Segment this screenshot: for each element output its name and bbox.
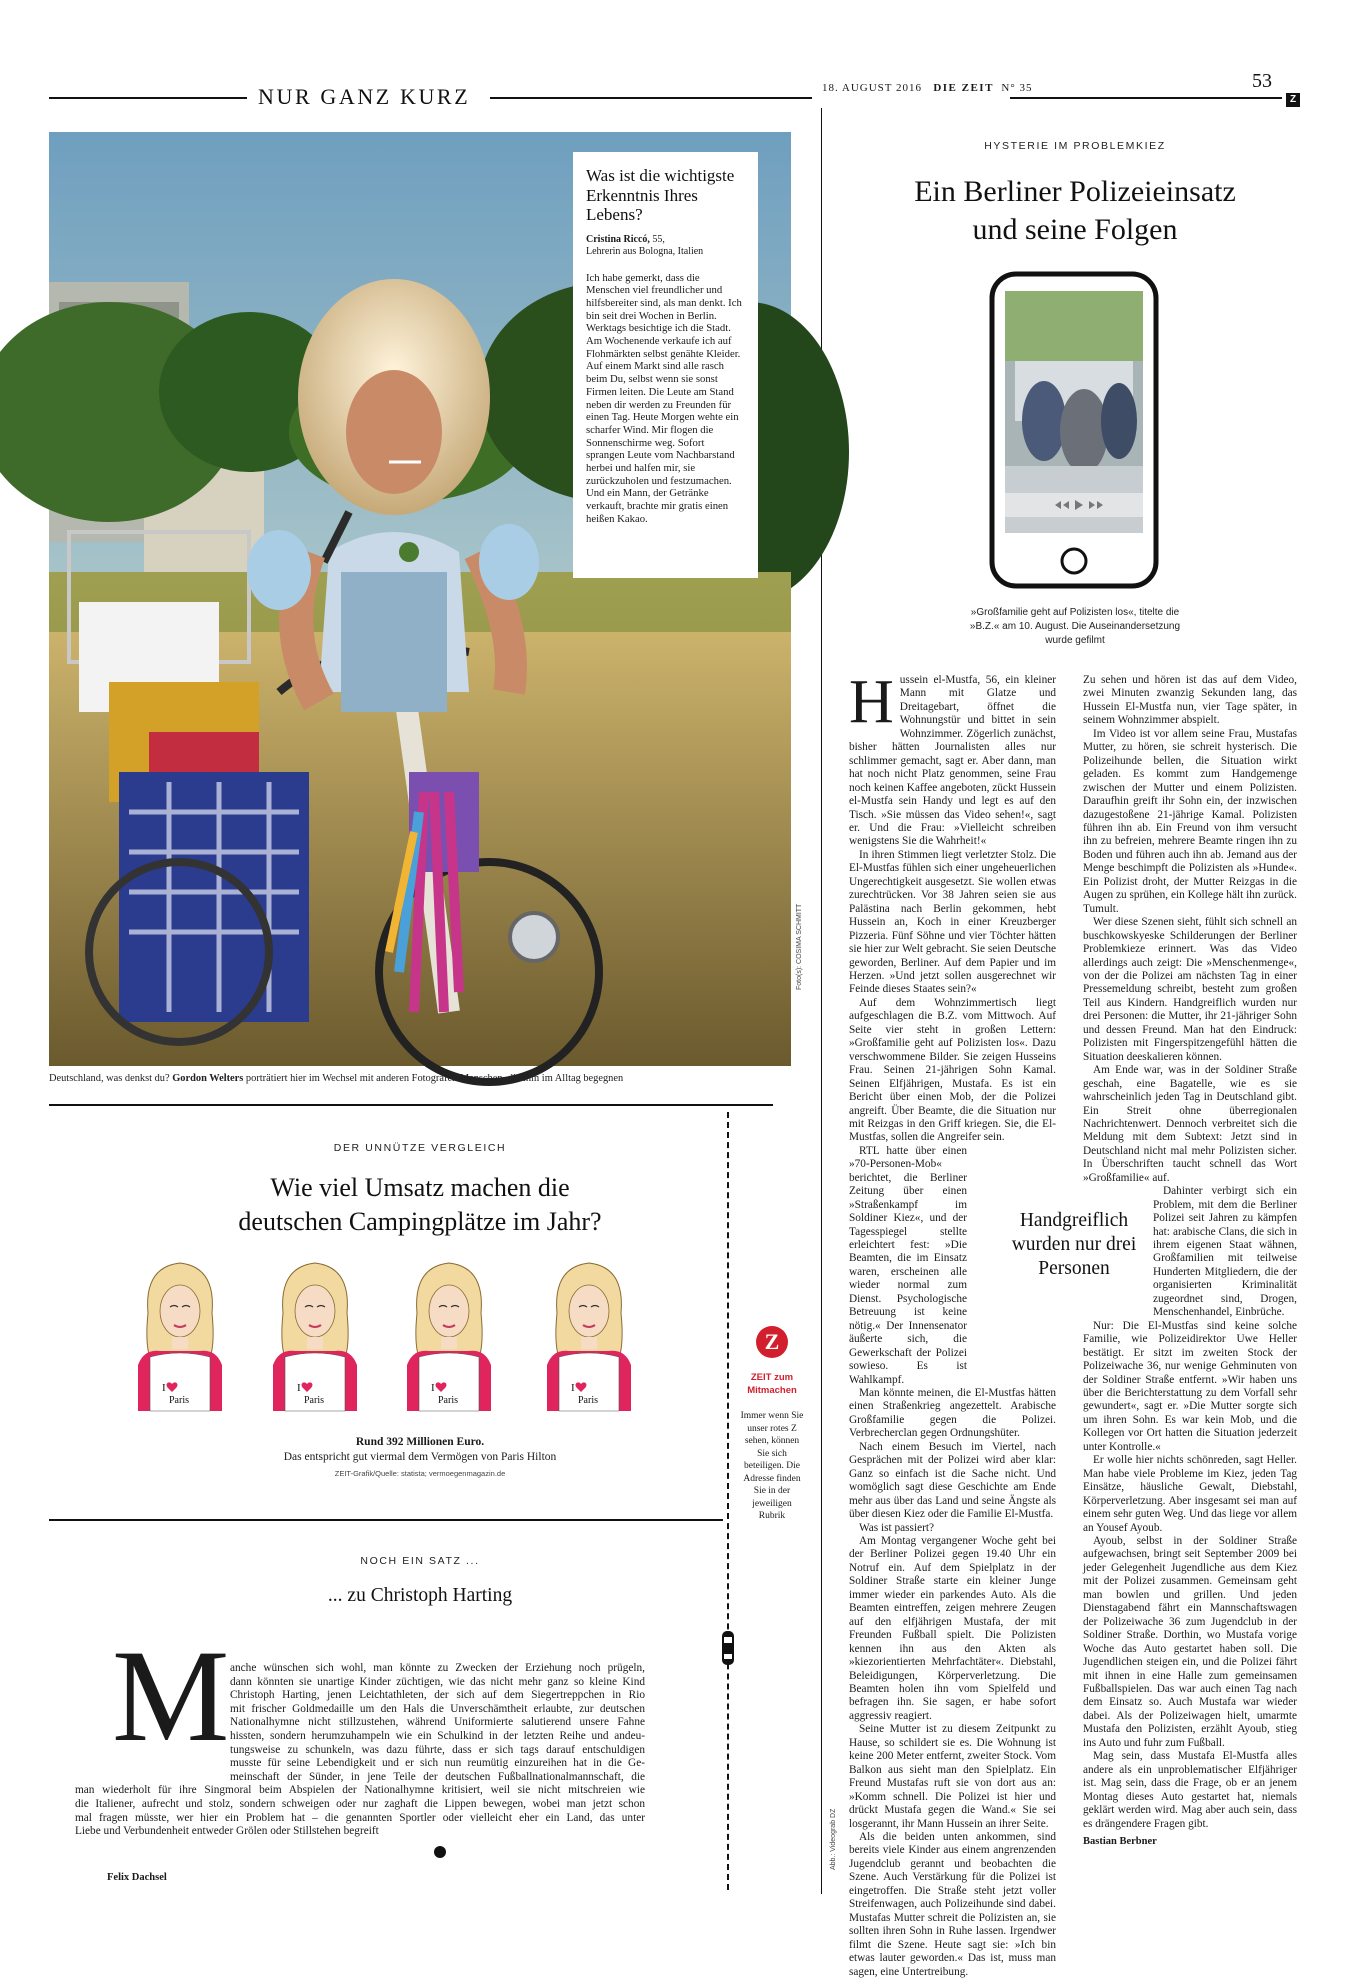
shirt-text-i: I	[431, 1382, 435, 1394]
paragraph: Nach einem Besuch im Viertel, nach Gesprächen mit der Polizei wird aber klar: Ganz so einfach ist die Sache nicht. Und womöglich sagt diese Geschichte am Ende mehr aus über das Land und seine Ängste als über diesen Kiez oder die Familie El-Mustfa.	[849, 1440, 1056, 1521]
satz-line: Nationalhymne nicht stillzustehen, während Uniformierte salutierend unsere Fahne	[230, 1716, 645, 1729]
paragraph: Was ist passiert?	[859, 1521, 935, 1534]
satz-line: hissten, sondern herumzuhampeln wie ein Schulkind in der letzten Reihe und andeu-	[230, 1729, 645, 1742]
satz-line: musste für seine Lebendigkeit und er sich nun reumütig einzureihen hat in die Ge-	[230, 1757, 645, 1770]
shirt-text-paris: Paris	[578, 1395, 598, 1406]
satz-line: die Italiener, aufrecht und stolz, sondern schweigen oder nur zaghaft die Lippen bewegen, wobei man jetzt schon	[75, 1797, 645, 1810]
paragraph: ussein el-Mustfa, 56, ein kleiner Mann mit Glatze und Dreitagebart, öffnet die Wohnungstür und bittet in sein Wohnzimmer. Zögerlich zunächst, bisher hätten Journalisten alles nur schlimmer gemacht, sagt er. Aber dann, man hat noch nicht Platz genommen, seine Frau noch keinen Kaffee angeboten, zückt Hussein el-Mustfa sein Handy und legt es auf den Tisch. »Sie müssen das Video sehen!«, sagt er. Und die Frau: »Vielleicht schreiben wenigstens Sie die Wahrheit!«	[849, 674, 1056, 848]
car-icon	[721, 1630, 735, 1666]
dropcap: H	[849, 668, 894, 736]
shirt-text-i: I	[297, 1382, 301, 1394]
paragraph: Am Ende war, was in der Soldiner Straße geschah, eine Bagatelle, wie es sie wahrscheinlich jeden Tag in Deutschland gibt. Ein Streit ohne überregionalen Nachrichtenwert. Dennoch verbreitet sich die Meldung mit dem Subtext: Jetzt sind in Deutschland nicht mal mehr Polizisten sicher. In Überschriften taucht schnell das Wort »Großfamilie« auf.	[1083, 1064, 1297, 1184]
page-number: 53	[1252, 70, 1272, 92]
phone-caption: »Großfamilie geht auf Polizisten los«, titelte die »B.Z.« am 10. August. Die Auseinandersetzung wurde gefilmt	[969, 607, 1181, 646]
shirt-text-paris: Paris	[169, 1395, 189, 1406]
graphic-source: ZEIT-Grafik/Quelle: statista; vermoegenmagazin.de	[334, 1469, 506, 1478]
interviewee-name: Cristina Riccó,	[586, 233, 650, 245]
paragraph: Am Montag vergangener Woche geht bei der Berliner Polizei gegen 19.40 Uhr ein Notruf ein. Auf dem Spielplatz in der Soldiner Straße starte ein kleiner Junge immer wieder ein parkendes Auto. Als die Beamten eintreffen, zeigen mehrere Zeugen auf den elfjährigen Mustafa, der mit Freunden Fußball spielt. Die Polizisten kennen ihn aus den Akten als »kiezorientierten Mehrfachtäter«. Diebstahl, Beleidigungen, Körperverletzung. Die Beamten holen ihn vom Spielfeld und befragen ihn. Sie sagen, er habe sofort aggressiv reagiert.	[849, 1535, 1056, 1722]
comparison-headline	[49, 1171, 791, 1239]
headline-line-1: Wie viel Umsatz machen die	[270, 1173, 570, 1202]
interviewee-age: 55,	[649, 233, 665, 245]
comparison-kicker: DER UNNÜTZE VERGLEICH	[333, 1142, 507, 1154]
headline-line-1: Ein Berliner Polizeieinsatz	[914, 175, 1236, 208]
paragraph: Seine Mutter ist zu diesem Zeitpunkt zu Hause, so schildert sie es. Die Wohnung ist keine 200 Meter entfernt, zweiter Stock. Vom Balkon aus sieht man den Spielplatz. Ein Freund Mustafas ruft sie von dort aus an: »Komm schnell. Die Polizei ist hier und drückt Mustafa gegen die Wand.« Sie sei losgerannt, ihr Mann Hussein an ihrer Seite.	[849, 1723, 1056, 1830]
article-author: Bastian Berbner	[1083, 1835, 1157, 1847]
satz-line: mal fragen müsste, wer hier ein Problem hat – die genannten Sportler oder vielleicht eher ein Land, das unter	[75, 1811, 645, 1824]
interview-person	[586, 234, 745, 258]
paris-hilton-illustration	[533, 1253, 645, 1411]
caption-text: Deutschland, was denkst du?	[49, 1073, 173, 1084]
paris-hilton-illustration	[124, 1253, 236, 1411]
paragraph: Mag sein, dass Mustafa El-Mustfa alles andere als ein unproblematischer Elfjähriger ist. Mag sein, dass die Frage, ob er an jenem Montag dieses Auto gestartet hat, niemals geklärt werden wird. Mag aber auch sein, dass es drängendere Fragen gibt.	[1083, 1750, 1297, 1830]
pull-quote: Handgreiflich wurden nur drei Personen	[1000, 1209, 1148, 1281]
photo-credit: Foto(s): COSIMA SCHMITT	[796, 903, 803, 990]
section-divider-2	[49, 1519, 723, 1521]
zeit-logo-icon: Z	[1286, 93, 1300, 107]
dropcap: M	[112, 1622, 230, 1769]
satz-line: Christoph Harting, jenen Leichtathleten, der sich auf dem Siegertreppchen in Rio	[230, 1689, 645, 1702]
interview-question: Was ist die wichtigste Erkenntnis Ihres Lebens?	[586, 166, 735, 224]
caption-text-end: porträtiert hier im Wechsel mit anderen Fotografen Menschen, die ihm im Alltag begegnen	[243, 1073, 624, 1084]
satz-text	[75, 1662, 645, 1839]
comparison-answer: Rund 392 Millionen Euro.	[355, 1436, 485, 1448]
paragraph: Im Video ist vor allem seine Frau, Mustafas Mutter, zu hören, sie schreit hysterisch. Die Polizeihunde bellen, die Situation wirkt geladen. Es kommt zum Handgemenge zwischen der Mutter und einem Polizisten. Daraufhin greift ihr Sohn ein, der inzwischen dazugestoßene 21-jährige Kamal. Polizisten führen ihn ab. Ein Freund von ihm versucht ihn zu befreien, mehrere Beamte ringen ihn zu Boden und führen auch ihn ab. Jemand aus der Menge beschimpft die Polizisten als »Hunde«. Ein Polizist droht, der Mutter Reizgas in die Augen zu sprühen, ein Kollege hält ihn zurück. Tumult.	[1083, 727, 1297, 915]
satz-line: man wiederholt für ihre Singmoral beim Abspielen der Nationalhymne kritisiert, weil sie nicht mitschreien wie	[75, 1784, 645, 1797]
section-title: NUR GANZ KURZ	[258, 84, 471, 109]
paragraph: Dahinter verbirgt sich ein Problem, mit dem die Berliner Polizei seit Jahren zu kämpfen hat: arabische Clans, die sich in ihrem eigenen Staat wähnen, Großfamilien mit teilweise Hunderten Mitgliedern, die der organisierten Kriminalität zugeordnet sind, Drogen, Menschenhandel, Einbrüche.	[1153, 1185, 1297, 1319]
paragraph: Wer diese Szenen sieht, fühlt sich schnell an buschkowskyeske Schilderungen der Berliner Problemkieze erinnert. Was das Video allerdings auch zeigt: Die »Menschenmenge«, von der die Polizei am nächsten Tag in einer Pressemeldung schreibt, besteht zum großen Teil aus Kindern. Handgreiflich wurden nur drei Personen: die Mutter, ihr 21-jähriger Sohn und dessen Freund. Man hat den Eindruck: Polizisten mit Fingerspitzengefühl hätten die Situation deeskalieren können.	[1083, 916, 1297, 1063]
article-headline	[830, 173, 1320, 249]
shirt-text-i: I	[571, 1382, 575, 1394]
interview-box	[573, 152, 758, 578]
paris-hilton-illustration	[259, 1253, 371, 1411]
paragraph: Nur: Die El-Mustfas sind keine solche Familie, wie Polizeidirektor Uwe Heller bestätigt. Er sitzt im zweiten Stock der Polizeiwache 36, nur wenige Gehminuten von der Soldiner Straße entfernt. »Wir haben uns über die Berichterstattung zu dem Vorfall sehr gewundert«, sagt er. »Die Mutter sorgte sich um ihren Sohn. Es war kein Mob, und die Kollegen vor Ort hatten die Situation jederzeit unter Kontrolle.«	[1083, 1319, 1297, 1453]
end-mark-icon	[434, 1846, 446, 1858]
zeit-mitmachen-text: Immer wenn Sie unser rotes Z sehen, können Sie sich beteiligen. Die Adresse finden Sie in der jeweiligen Rubrik	[740, 1411, 804, 1521]
paragraph: Zu sehen und hören ist das auf dem Video, zwei Minuten zwanzig Sekunden lang, das Hussein El-Mustfa nun, vier Tage später, in seinem Wohnzimmer abspielt.	[1083, 674, 1297, 727]
headline-line-2: und seine Folgen	[972, 213, 1178, 246]
photographer-name: Gordon Welters	[172, 1073, 244, 1084]
photo-caption	[49, 1073, 623, 1084]
route-line-top	[720, 1104, 736, 1106]
shirt-text-paris: Paris	[304, 1395, 324, 1406]
paris-hilton-figure	[259, 1253, 371, 1411]
interview-answer: Ich habe gemerkt, dass die Menschen viel freundlicher und hilfsbereiter sind, als man denkt. Ich bin seit drei Wochen in Berlin. Werktags besichtige ich die Stadt. Am Wochenende verkaufe ich auf Flohmärkten selbst genähte Kleider. Auf einem Markt sind alle rasch beim Du, selbst wenn sie sonst Firmen leiten. Die Leute am Stand neben dir werden zu Freunden für einen Tag. Heute Morgen wehte ein scharfer Wind. Mir flogen die Sonnenschirme weg. Sofort sprangen Leute vom Nachbarstand herbei und halfen mir, sie zurückzuholen und festzumachen. Und ein Mann, der Getränke verkauft, brachte mir gratis einen heißen Kakao.	[586, 271, 742, 525]
paris-hilton-figure	[533, 1253, 645, 1411]
zeit-mitmachen-title: ZEIT zum Mitmachen	[747, 1372, 797, 1396]
satz-line: mit frischer Goldmedaille um den Hals die Unverschämtheit erlaubte, zur deutschen	[230, 1702, 645, 1715]
paragraph: Ayoub, selbst in der Soldiner Straße aufgewachsen, bringt seit September 2009 bei jeder Gelegenheit Jugendliche aus dem Kiez mit der Polizei zusammen. Gemeinsam geht man bowlen und grillen. Und jeden Dienstagabend fährt ein Mannschaftswagen der Polizeiwache 36 zum Jugendclub in der Soldiner Straße. Dorthin, wo Mustafa vorige Woche das Auto gestartet haben soll. Die Jugendlichen steigen ein, und die Polizei fährt mit ihnen in eine Halle zum gemeinsamen Fußballspielen. Das war auch einen Tag nach dem Einsatz so. Auch Mustafa war wieder dabei. Als der Polizeiwagen hielt, umarmte Mustafa den Polizisten, erzählt Ayoub, stieg ins Auto und fuhr zum Fußball.	[1083, 1535, 1297, 1749]
issue-number: N° 35	[1001, 82, 1033, 94]
shirt-text-i: I	[162, 1382, 166, 1394]
image-credit: Abb.: Videograb DZ	[830, 1808, 837, 1870]
paragraph: Er wolle hier nichts schönreden, sagt Heller. Man habe viele Probleme im Kiez, jeden Tag Einsätze, häusliche Gewalt, Diebstahl, Körperverletzung. Aber insgesamt sei man auf einem sehr guten Weg. Und das liege vor allem an Yousef Ayoub.	[1083, 1454, 1297, 1534]
paragraph: RTL hatte über einen »70-Personen-Mob« berichtet, die Berliner Zeitung über einen »Straßenkampf im Soldiner Kiez«, und der Tagesspiegel stellte erleichtert fest: »Die Beamten, die im Einsatz waren, erscheinen alle wieder normal zum Dienst. Psychologische Betreuung ist keine nötig.« Der Innensenator äußerte sich, die Gewerkschaft der Polizei sowieso. Es ist Wahlkampf.	[849, 1144, 967, 1386]
paragraph: In ihren Stimmen liegt verletzter Stolz. Die El-Mustfas fühlen sich einer ungeheuerlichen Ungerechtigkeit ausgesetzt. Sie wollen etwas zurechtrücken. Vor 38 Jahren seien sie aus Palästina nach Berlin gekommen, hebt Hussein an, Koch in einer Kreuzberger Pizzeria. Fünf Söhne und vier Töchter hätten sie hier zur Welt gebracht. Sie seien Deutsche geworden, Berliner. Auf dem Papier und im Herzen. »Und jetzt sollen ausgerechnet wir Feinde dieses Staates sein?«	[849, 848, 1056, 996]
header-rule-right	[1010, 97, 1282, 99]
smartphone-video-icon	[989, 271, 1159, 589]
paris-hilton-illustration	[393, 1253, 505, 1411]
satz-line: anche wünschen sich wohl, man könnte zu Zwecken der Erziehung noch prügeln,	[230, 1662, 645, 1674]
paragraph: Auf dem Wohnzimmertisch liegt aufgeschlagen die B.Z. vom Mittwoch. Auf Seite vier steht in großen Lettern: »Großfamilie geht auf Polizisten los«. Dazu verschwommene Bilder. Sie zeigen Husseins Frau. Seinen 21-jährigen Sohn Kamal. Seinen Elfjährigen, Mustafa. Es ist ein Bericht über einen Mob, der die Polizei angreift. Über Beamte, die die Situation nur mit Reizgas in den Griff kriegen. Sie, die El-Mustfas, sollen die Angreifer sein.	[849, 996, 1056, 1144]
satz-line: tungsweise zu schunkeln, was dazu führte, dass er sich tags darauf entschuldigen	[230, 1743, 645, 1756]
header-rule-left	[49, 97, 247, 99]
section-divider-1	[49, 1104, 773, 1106]
paragraph: Als die beiden unten ankommen, sind bereits viele Kinder aus einem angrenzenden Jugendclub gerannt und beobachten die Szene. Auch Verstärkung für die Polizei ist eingetroffen. Die Straße steht jetzt voller Streifenwagen, auch Polizeihunde sind dabei. Mustafas Mutter schreit die Polizisten an, sie sollten ihren Sohn in Ruhe lassen. Irgendwer filmt die Szene. Heute sagt sie: »Ich bin etwas lauter geworden.« Das ist, muss man sagen, eine Untertreibung.	[849, 1830, 1056, 1978]
paragraph: Man könnte meinen, die El-Mustfas hätten einen Straßenkrieg angezettelt. Arabische Großfamilie gegen die Polizei. Verbrecherclan gegen Ordnungshüter.	[849, 1387, 1056, 1440]
satz-line: dann könnten sie unartige Kinder züchtigen, wie das nicht mehr ganz so kleine Kind	[230, 1675, 645, 1688]
paris-hilton-figure	[393, 1253, 505, 1411]
satz-kicker: NOCH EIN SATZ ...	[360, 1555, 480, 1567]
satz-headline: ... zu Christoph Harting	[327, 1585, 513, 1606]
satz-line: meinschaft der Sünder, in jene Teile der deutschen Fußballnationalmannschaft, die	[230, 1770, 645, 1783]
header-rule-mid	[490, 97, 812, 99]
dateline	[822, 82, 1033, 94]
headline-line-2: deutschen Campingplätze im Jahr?	[238, 1207, 602, 1236]
article-kicker: HYSTERIE IM PROBLEMKIEZ	[984, 140, 1166, 152]
satz-author: Felix Dachsel	[107, 1872, 167, 1883]
satz-line: Liebe und Verbundenheit entweder Grölen oder Stillstehen begreift	[75, 1825, 379, 1838]
issue-date: 18. AUGUST 2016	[822, 82, 923, 94]
paper-name: DIE ZEIT	[933, 82, 994, 94]
article-column-1	[849, 668, 1056, 1979]
shirt-text-paris: Paris	[438, 1395, 458, 1406]
zeit-mitmachen-logo-icon: Z	[756, 1326, 788, 1358]
interviewee-occupation: Lehrerin aus Bologna, Italien	[586, 245, 704, 257]
comparison-answer-detail: Das entspricht gut viermal dem Vermögen von Paris Hilton	[283, 1451, 557, 1463]
paris-hilton-figure	[124, 1253, 236, 1411]
